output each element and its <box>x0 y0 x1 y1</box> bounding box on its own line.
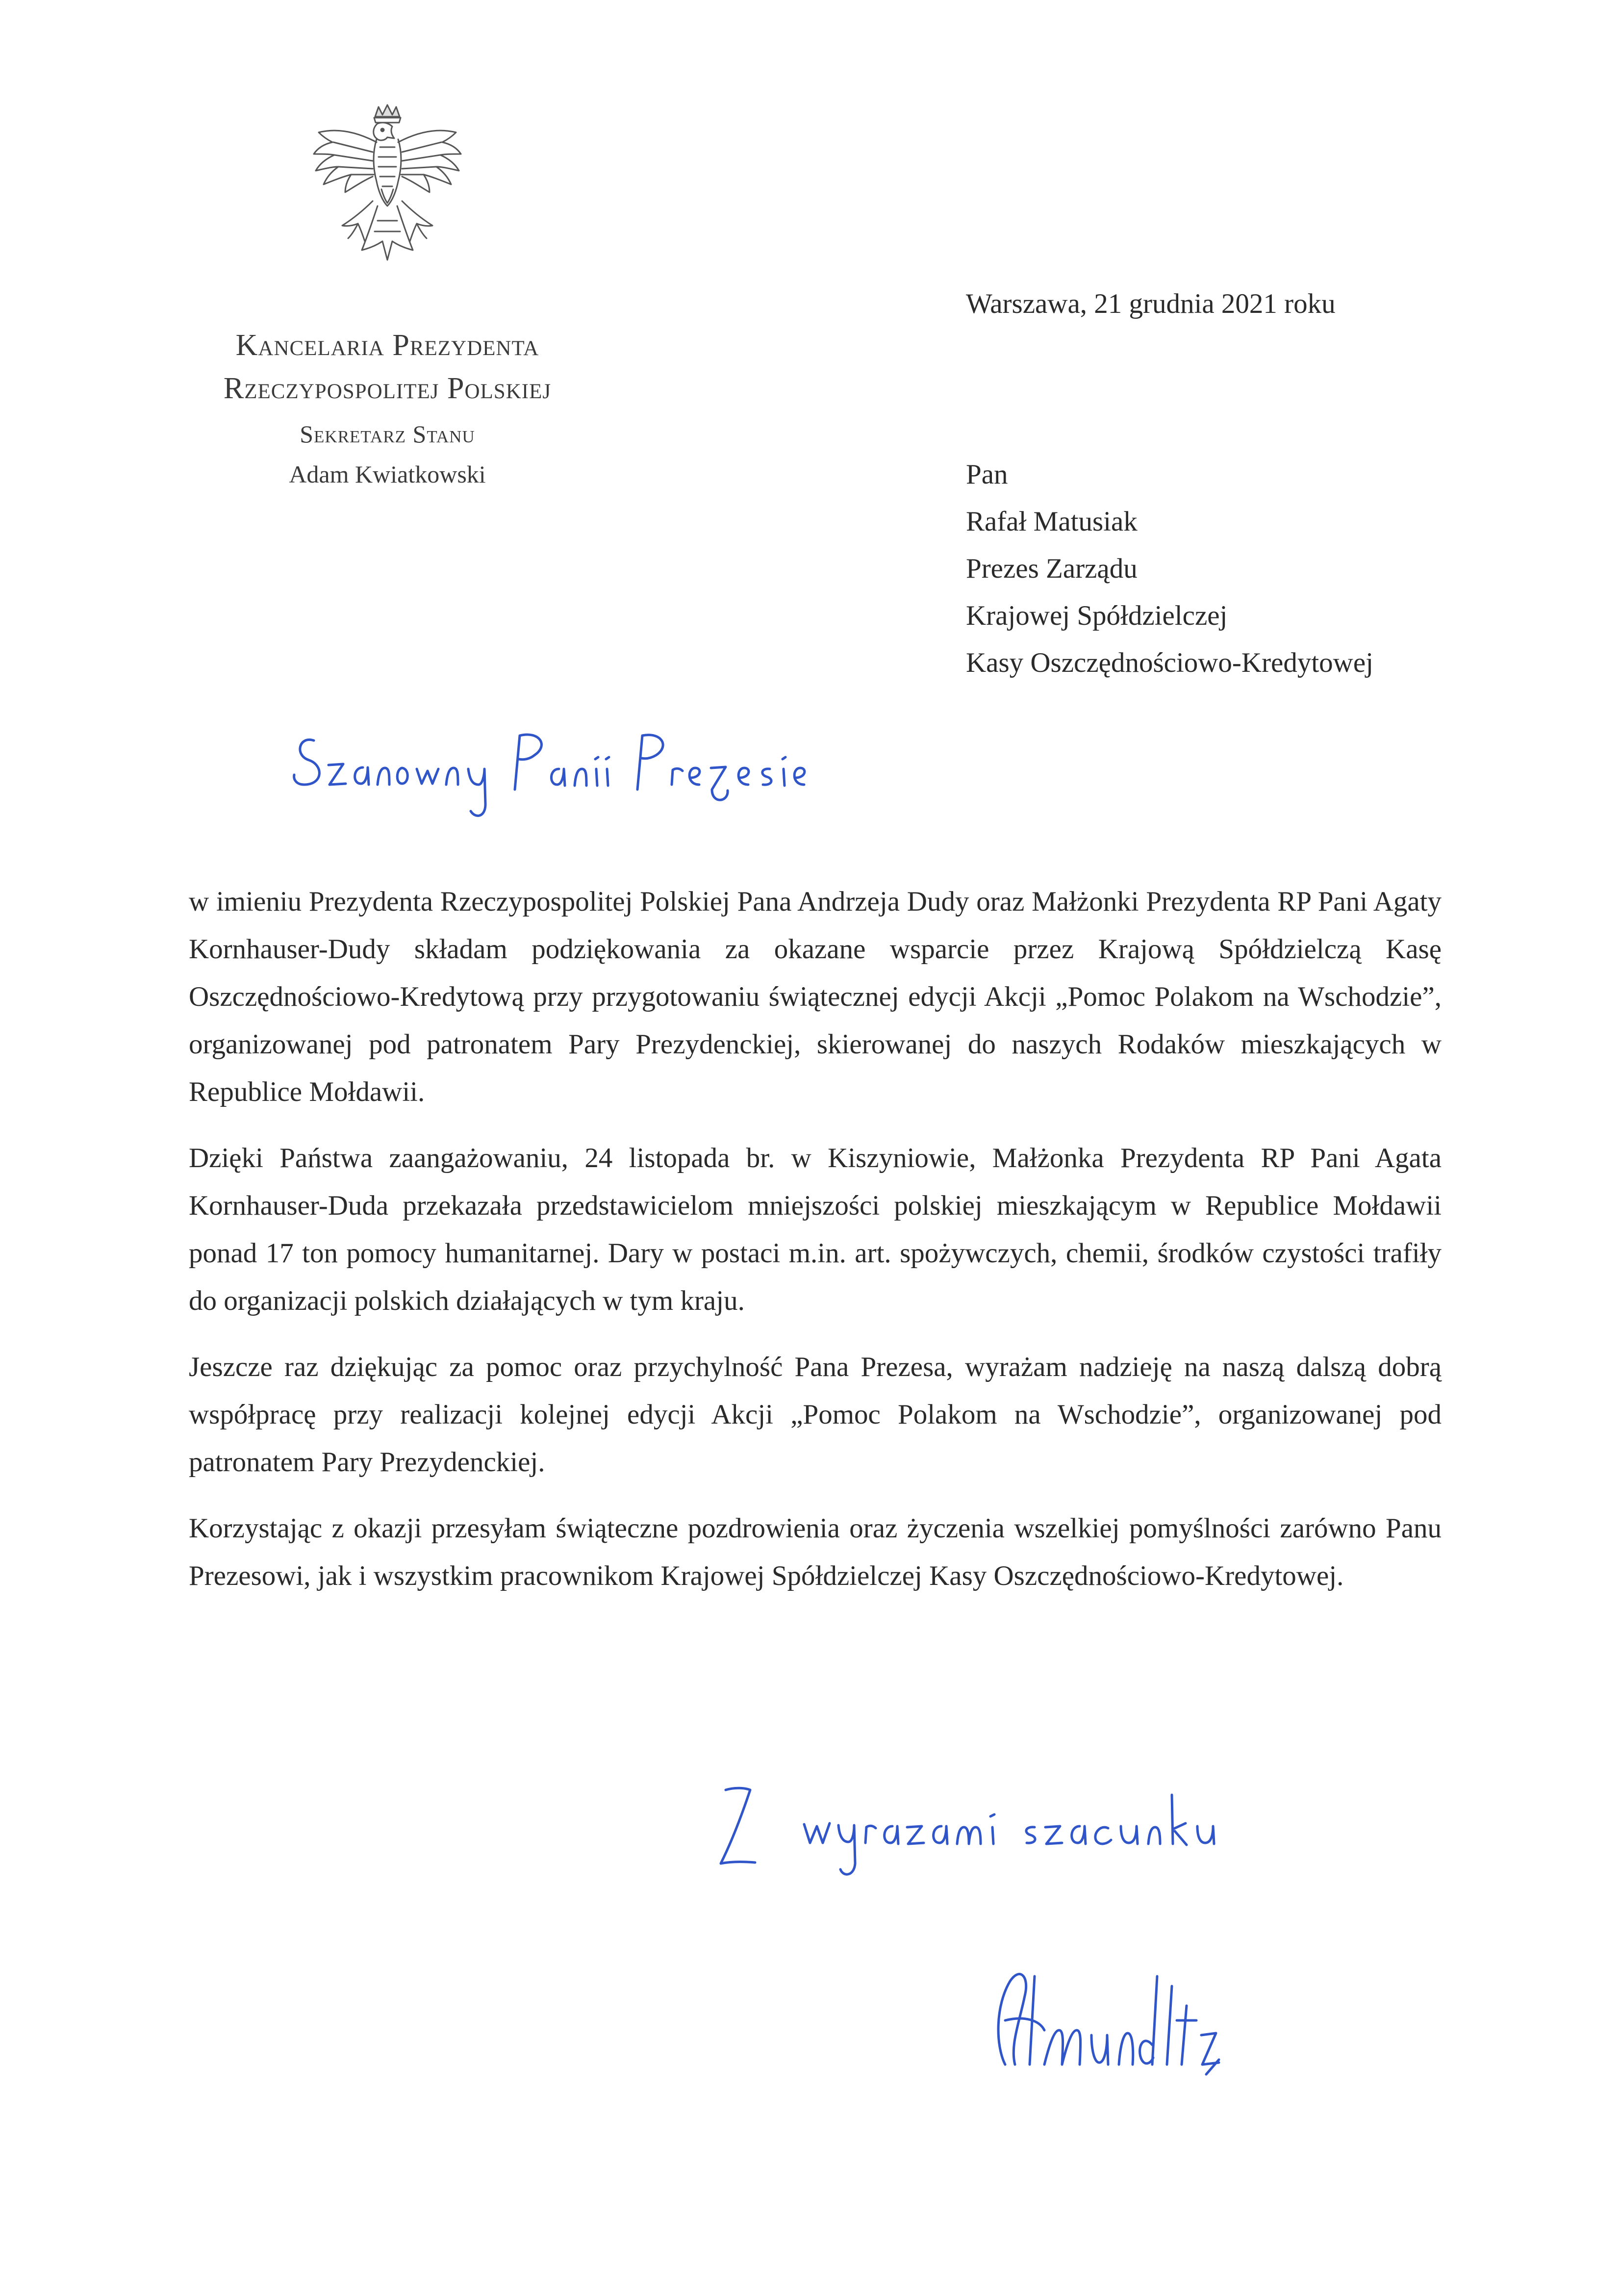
sender-office-line2: Rzeczypospolitej Polskiej <box>223 372 552 405</box>
handwritten-salutation <box>284 706 873 834</box>
body-paragraph: w imieniu Prezydenta Rzeczypospolitej Polskiej Pana Andrzeja Dudy oraz Małżonki Prezydenta RP Pani Agaty Kornhauser-Dudy składam podziękowania za okazane wsparcie przez Krajową Spółdzielczą Kasę Oszczędnościowo-Kredytową przy przygotowaniu świątecznej edycji Akcji „Pomoc Polakom na Wschodzie”, organizowanej pod patronatem Pary Prezydenckiej, skierowanej do naszych Rodaków mieszkających w Republice Mołdawii. <box>189 886 1442 1107</box>
addressee-line: Kasy Oszczędnościowo-Kredytowej <box>966 647 1373 678</box>
addressee-line: Prezes Zarządu <box>966 553 1138 584</box>
body-paragraph: Dzięki Państwa zaangażowaniu, 24 listopada br. w Kiszyniowie, Małżonka Prezydenta RP Pani Agata Kornhauser-Duda przekazała przedstawicielom mniejszości polskiej mieszkającym w Republice Mołdawii ponad 17 ton pomocy humanitarnej. Dary w postaci m.in. art. spożywczych, chemii, środków czystości trafiły do organizacji polskich działających w tym kraju. <box>189 1143 1442 1316</box>
sender-office-line1: Kancelaria Prezydenta <box>235 329 539 362</box>
handwritten-signature <box>976 1947 1231 2094</box>
sender-title: Sekretarz Stanu <box>300 420 475 448</box>
handwritten-closing <box>696 1765 1309 1913</box>
addressee-line: Krajowej Spółdzielczej <box>966 600 1228 631</box>
addressee-line: Rafał Matusiak <box>966 506 1138 537</box>
letter-body <box>189 878 1442 1618</box>
addressee-line: Pan <box>966 459 1008 490</box>
body-paragraph: Korzystając z okazji przesyłam świąteczne pozdrowienia oraz życzenia wszelkiej pomyślności zarówno Panu Prezesowi, jak i wszystkim pracownikom Krajowej Spółdzielczej Kasy Oszczędnościowo-Kredytowej. <box>189 1513 1442 1591</box>
white-eagle-emblem-icon <box>304 103 471 294</box>
sender-block <box>137 324 637 491</box>
body-paragraph: Jeszcze raz dziękując za pomoc oraz przychylność Pana Prezesa, wyrażam nadzieję na naszą dalszą dobrą współpracę przy realizacji kolejnej edycji Akcji „Pomoc Polakom na Wschodzie”, organizowanej pod patronatem Pary Prezydenckiej. <box>189 1352 1442 1478</box>
sender-name: Adam Kwiatkowski <box>289 460 486 488</box>
letter-date: Warszawa, 21 grudnia 2021 roku <box>966 288 1336 319</box>
addressee-block <box>966 451 1373 687</box>
